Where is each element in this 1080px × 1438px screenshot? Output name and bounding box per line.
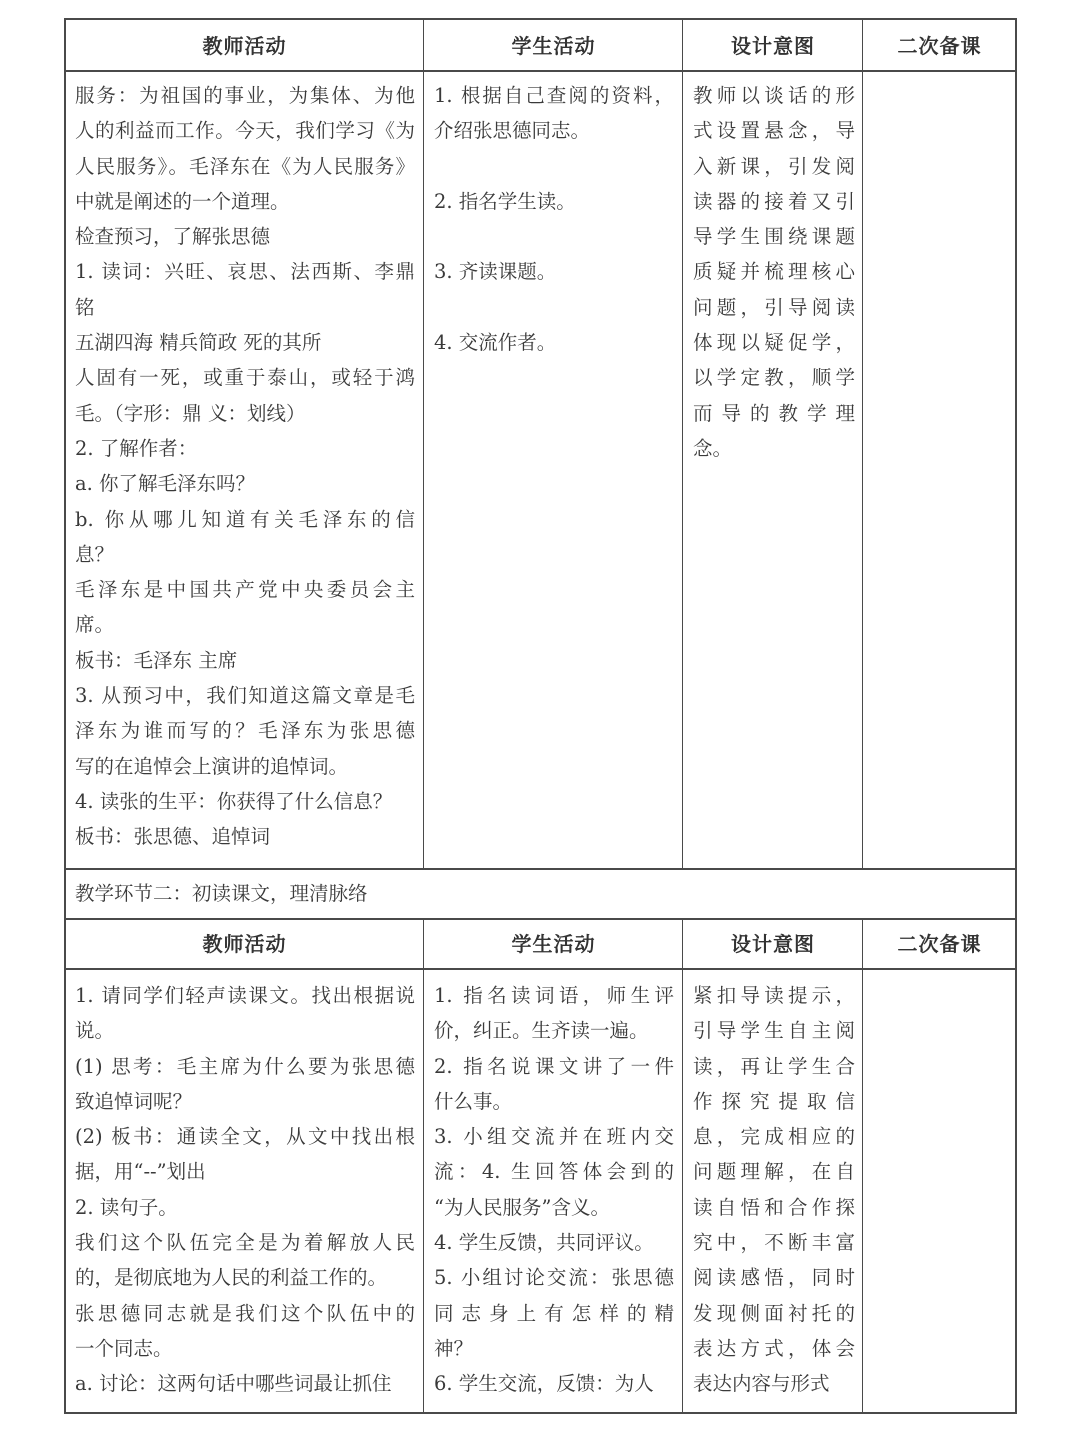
text-line: 泽东为谁而写的？毛泽东为张思德 xyxy=(75,719,415,743)
divider xyxy=(66,70,1015,72)
header-design-intent: 设计意图 xyxy=(731,932,815,956)
text-line: 念。 xyxy=(693,436,733,460)
header-second-prep: 二次备课 xyxy=(897,34,982,58)
text-line: 板书：毛泽东 主席 xyxy=(75,648,238,672)
block2-teacher-activity xyxy=(75,978,415,1402)
text-line: 人民服务》。毛泽东在《为人民服务》 xyxy=(75,154,415,178)
text-line: 写的在追悼会上演讲的追悼词。 xyxy=(75,754,349,778)
text-line: 一个同志。 xyxy=(75,1336,173,1360)
text-line xyxy=(434,219,674,254)
text-line: 发现侧面衬托的 xyxy=(693,1301,855,1325)
text-line: 流：4. 生回答体会到的 xyxy=(434,1160,674,1184)
text-line: 6. 学生交流，反馈：为人 xyxy=(434,1372,654,1396)
text-line: 席。 xyxy=(75,613,115,637)
text-line: 入新课，引发阅 xyxy=(693,154,855,178)
text-line: 1. 请同学们轻声读课文。找出根据说 xyxy=(75,984,415,1007)
text-line: 4. 交流作者。 xyxy=(434,331,557,355)
text-line: (2) 板书：通读全文，从文中找出根 xyxy=(75,1125,415,1149)
text-line: 张思德同志就是我们这个队伍中的 xyxy=(75,1301,415,1325)
text-line: 板书：张思德、追悼词 xyxy=(75,825,271,849)
text-line: 问题理解，在自 xyxy=(693,1160,855,1184)
text-line: 我们这个队伍完全是为着解放人民 xyxy=(75,1231,415,1255)
block2-design-intent xyxy=(693,978,855,1402)
text-line: 介绍张思德同志。 xyxy=(434,119,591,143)
text-line: 同志身上有怎样的精 xyxy=(434,1301,674,1325)
lesson-plan-table xyxy=(64,18,1017,1414)
text-line: 表达方式，体会 xyxy=(693,1336,855,1360)
block1-design-intent xyxy=(693,78,855,466)
text-line: 4. 读张的生平：你获得了什么信息？ xyxy=(75,789,393,813)
divider xyxy=(66,968,1015,970)
text-line: 以学定教，顺学 xyxy=(693,366,855,390)
text-line: 2. 了解作者： xyxy=(75,436,198,460)
text-line: 五湖四海 精兵简政 死的其所 xyxy=(75,331,322,355)
text-line: 读自悟和合作探 xyxy=(693,1195,855,1219)
text-line: 价，纠正。生齐读一遍。 xyxy=(434,1019,649,1043)
text-line: 中就是阐述的一个道理。 xyxy=(75,189,290,213)
text-line: “为人民服务”含义。 xyxy=(434,1195,610,1219)
header-teacher-activity: 教师活动 xyxy=(202,932,287,956)
text-line: 的，是彻底地为人民的利益工作的。 xyxy=(75,1266,388,1290)
header-student-activity: 学生活动 xyxy=(511,932,596,956)
divider xyxy=(682,918,683,1414)
divider xyxy=(423,918,424,1414)
divider xyxy=(423,20,424,869)
text-line: 2. 读句子。 xyxy=(75,1195,178,1219)
text-line: 导学生围绕课题 xyxy=(693,225,855,249)
divider xyxy=(862,20,863,869)
text-line: 2. 指名说课文讲了一件 xyxy=(434,1054,674,1078)
text-line: 读器的接着又引 xyxy=(693,189,855,213)
text-line xyxy=(434,149,674,184)
text-line: 2. 指名学生读。 xyxy=(434,189,576,213)
block1-student-activity xyxy=(434,78,674,360)
text-line: 毛。（字形：鼎 义：划线） xyxy=(75,401,306,425)
text-line: 铭 xyxy=(75,295,95,319)
text-line: 据，用“--”划出 xyxy=(75,1160,206,1184)
text-line: 紧扣导读提示， xyxy=(693,984,855,1007)
block2-student-activity xyxy=(434,978,674,1402)
text-line: 教师以谈话的形 xyxy=(693,84,855,107)
text-line: 引导学生自主阅 xyxy=(693,1019,855,1043)
text-line: 什么事。 xyxy=(434,1089,513,1113)
text-line: (1) 思考：毛主席为什么要为张思德 xyxy=(75,1054,415,1078)
text-line: 3. 齐读课题。 xyxy=(434,260,557,284)
text-line: 5. 小组讨论交流：张思德 xyxy=(434,1266,674,1290)
text-line: 服务：为祖国的事业，为集体、为他 xyxy=(75,84,415,107)
text-line: 人的利益而工作。今天，我们学习《为 xyxy=(75,119,415,143)
text-line: 究中，不断丰富 xyxy=(693,1231,855,1255)
text-line: 1. 读词：兴旺、哀思、法西斯、李鼎 xyxy=(75,260,415,284)
divider xyxy=(682,20,683,869)
text-line: 4. 学生反馈，共同评议。 xyxy=(434,1231,654,1255)
text-line: 表达内容与形式 xyxy=(693,1372,830,1396)
text-line: 质疑并梳理核心 xyxy=(693,260,855,284)
header-student-activity: 学生活动 xyxy=(511,34,596,58)
text-line: 体现以疑促学， xyxy=(693,331,855,355)
text-line: 读，再让学生合 xyxy=(693,1054,855,1078)
text-line: 检查预习，了解张思德 xyxy=(75,225,271,249)
block1-teacher-activity xyxy=(75,78,415,855)
text-line: 阅读感悟，同时 xyxy=(693,1266,855,1290)
header-design-intent: 设计意图 xyxy=(731,34,815,58)
text-line: 神？ xyxy=(434,1336,474,1360)
text-line: 而导的教学理 xyxy=(693,401,855,425)
text-line: 人固有一死，或重于泰山，或轻于鸿 xyxy=(75,366,415,390)
text-line: 1. 根据自己查阅的资料， xyxy=(434,84,674,107)
text-line: 毛泽东是中国共产党中央委员会主 xyxy=(75,578,415,602)
text-line: 说。 xyxy=(75,1019,115,1043)
text-line: 作探究提取信 xyxy=(693,1089,855,1113)
text-line: 问题，引导阅读 xyxy=(693,295,855,319)
text-line: a. 讨论：这两句话中哪些词最让抓住 xyxy=(75,1372,392,1396)
text-line: 息，完成相应的 xyxy=(693,1125,855,1149)
text-line: 致追悼词呢？ xyxy=(75,1089,193,1113)
text-line: a. 你了解毛泽东吗？ xyxy=(75,472,256,496)
text-line: 式设置悬念，导 xyxy=(693,119,855,143)
text-line: 息？ xyxy=(75,542,115,566)
section2-title: 教学环节二：初读课文，理清脉络 xyxy=(75,882,368,905)
divider xyxy=(862,918,863,1414)
divider xyxy=(66,868,1015,870)
header-second-prep: 二次备课 xyxy=(897,932,982,956)
header-teacher-activity: 教师活动 xyxy=(202,34,287,58)
text-line: 1. 指名读词语，师生评 xyxy=(434,984,674,1007)
text-line: 3. 小组交流并在班内交 xyxy=(434,1125,674,1149)
text-line xyxy=(434,290,674,325)
text-line: b. 你从哪儿知道有关毛泽东的信 xyxy=(75,507,415,531)
divider xyxy=(66,918,1015,920)
text-line: 3. 从预习中，我们知道这篇文章是毛 xyxy=(75,684,415,708)
